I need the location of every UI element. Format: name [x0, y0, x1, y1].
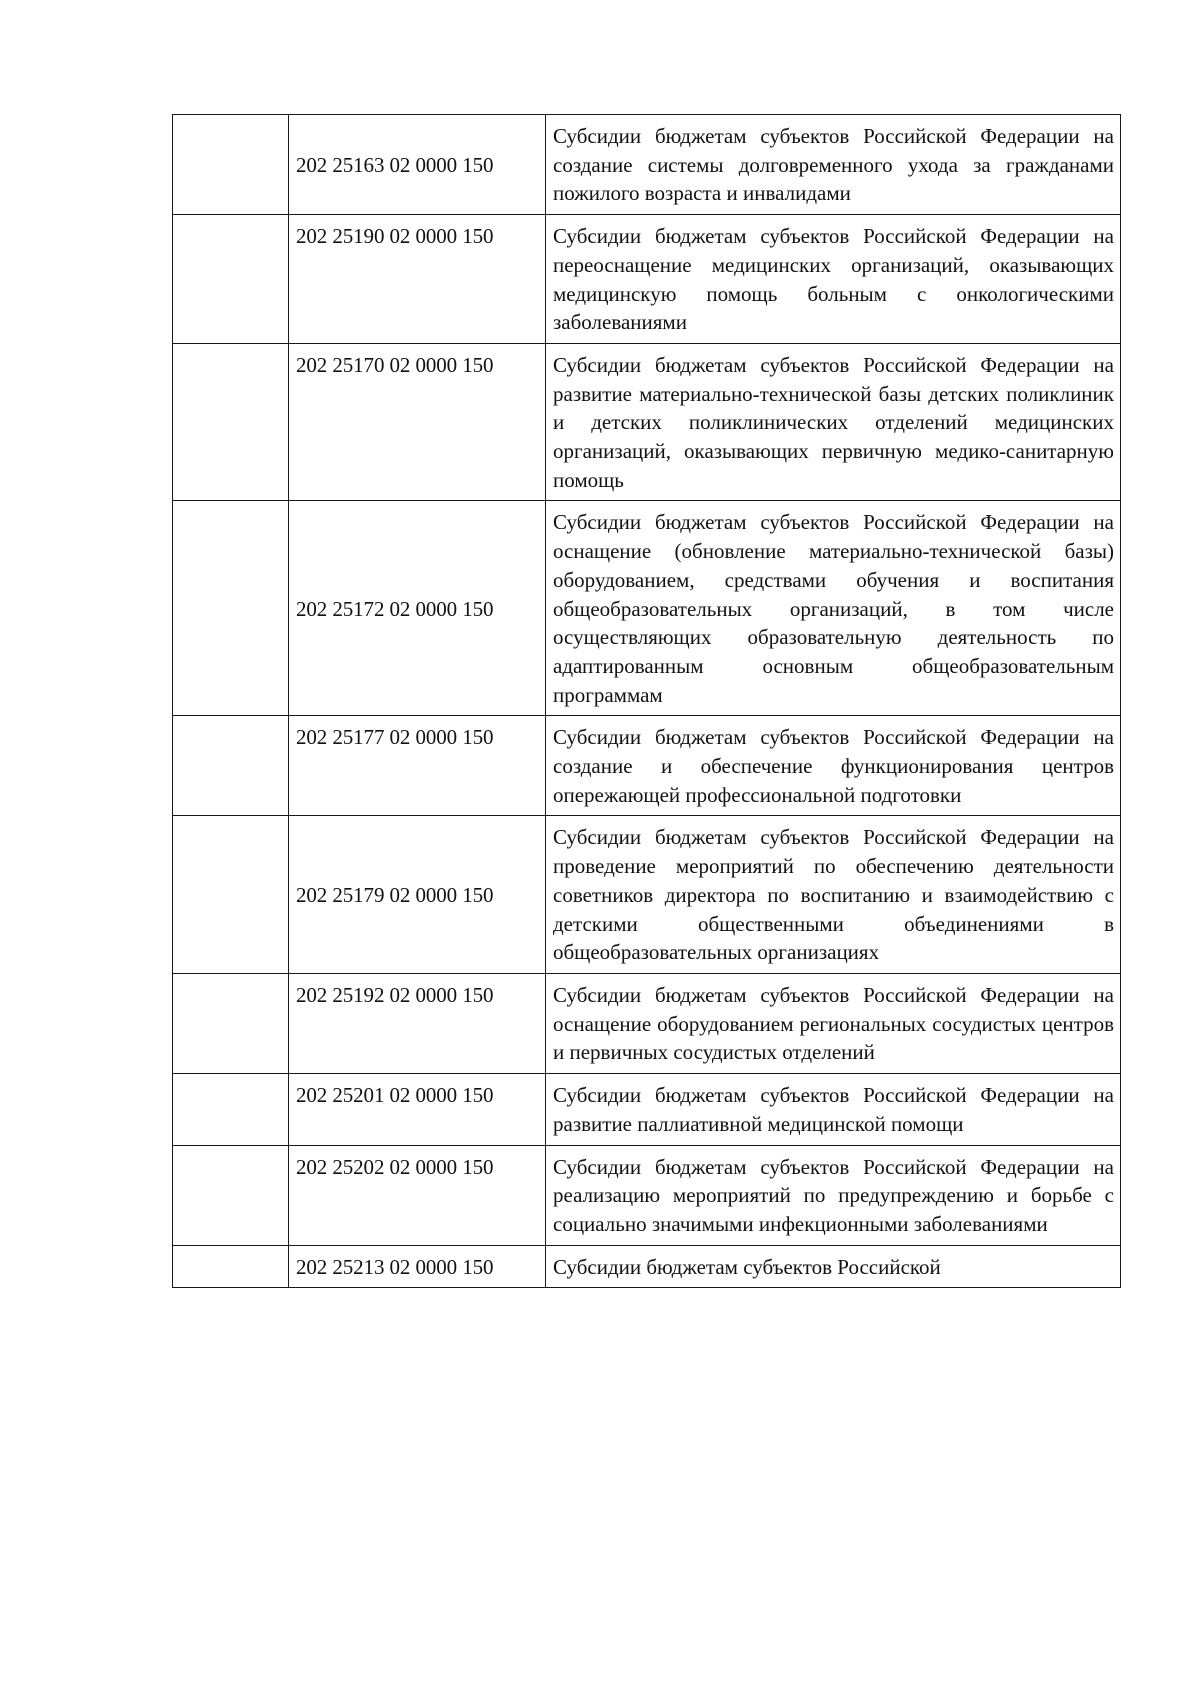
description-cell: Субсидии бюджетам субъектов Российской Федерации на проведение мероприятий по обеспечению деятельности советников директора по воспитанию и взаимодействию с детскими общественными объединениями в общеобразовательных организациях [546, 816, 1121, 974]
budget-code-cell: 202 25213 02 0000 150 [289, 1245, 546, 1288]
table-row [173, 115, 1121, 215]
row-number-cell [173, 1145, 289, 1245]
table-row [173, 973, 1121, 1073]
table-row [173, 1245, 1121, 1288]
row-number-cell [173, 501, 289, 716]
description-cell: Субсидии бюджетам субъектов Российской Федерации на создание системы долговременного ухода за гражданами пожилого возраста и инвалидами [546, 115, 1121, 215]
row-number-cell [173, 215, 289, 344]
description-cell: Субсидии бюджетам субъектов Российской Федерации на оснащение (обновление материально-технической базы) оборудованием, средствами обучения и воспитания общеобразовательных организаций, в том числе осуществляющих образовательную деятельность по адаптированным основным общеобразовательным программам [546, 501, 1121, 716]
budget-code-cell: 202 25192 02 0000 150 [289, 973, 546, 1073]
budget-classification-table [172, 114, 1121, 1288]
table-row [173, 215, 1121, 344]
table-row [173, 343, 1121, 501]
description-cell: Субсидии бюджетам субъектов Российской Федерации на создание и обеспечение функционирования центров опережающей профессиональной подготовки [546, 716, 1121, 816]
row-number-cell [173, 115, 289, 215]
table-row [173, 1074, 1121, 1145]
table-row [173, 501, 1121, 716]
description-cell: Субсидии бюджетам субъектов Российской Федерации на развитие материально-технической базы детских поликлиник и детских поликлинических отделений медицинских организаций, оказывающих первичную медико-санитарную помощь [546, 343, 1121, 501]
table-row [173, 1145, 1121, 1245]
row-number-cell [173, 973, 289, 1073]
table-row [173, 716, 1121, 816]
budget-code-cell: 202 25170 02 0000 150 [289, 343, 546, 501]
row-number-cell [173, 343, 289, 501]
budget-code-cell: 202 25190 02 0000 150 [289, 215, 546, 344]
description-cell: Субсидии бюджетам субъектов Российской Федерации на переоснащение медицинских организаций, оказывающих медицинскую помощь больным с онкологическими заболеваниями [546, 215, 1121, 344]
budget-code-cell: 202 25179 02 0000 150 [289, 816, 546, 974]
row-number-cell [173, 1074, 289, 1145]
description-cell: Субсидии бюджетам субъектов Российской Федерации на развитие паллиативной медицинской помощи [546, 1074, 1121, 1145]
row-number-cell [173, 1245, 289, 1288]
row-number-cell [173, 816, 289, 974]
budget-code-cell: 202 25172 02 0000 150 [289, 501, 546, 716]
budget-code-cell: 202 25163 02 0000 150 [289, 115, 546, 215]
budget-code-cell: 202 25177 02 0000 150 [289, 716, 546, 816]
description-cell: Субсидии бюджетам субъектов Российской Федерации на реализацию мероприятий по предупреждению и борьбе с социально значимыми инфекционными заболеваниями [546, 1145, 1121, 1245]
budget-code-cell: 202 25201 02 0000 150 [289, 1074, 546, 1145]
description-cell: Субсидии бюджетам субъектов Российской Федерации на оснащение оборудованием региональных сосудистых центров и первичных сосудистых отделений [546, 973, 1121, 1073]
budget-code-cell: 202 25202 02 0000 150 [289, 1145, 546, 1245]
row-number-cell [173, 716, 289, 816]
table-row [173, 816, 1121, 974]
description-cell: Субсидии бюджетам субъектов Российской [546, 1245, 1121, 1288]
